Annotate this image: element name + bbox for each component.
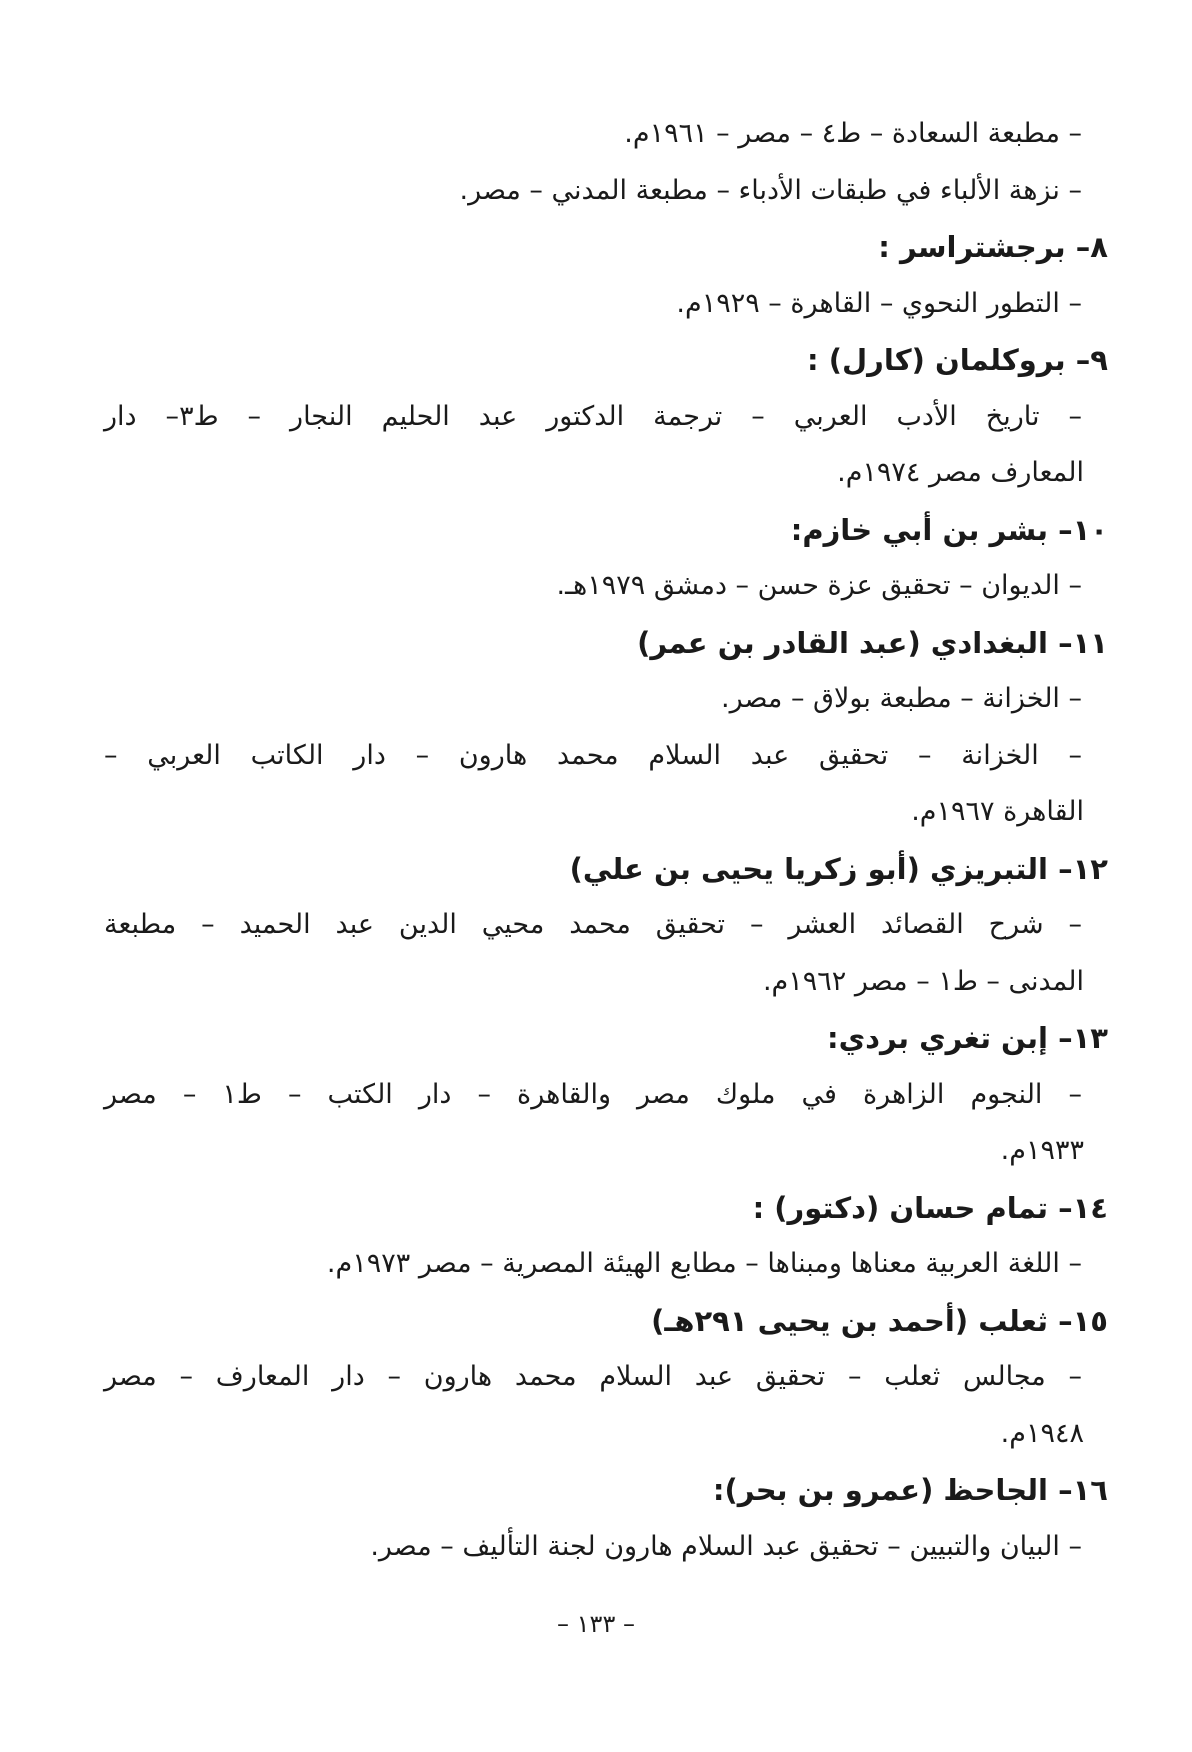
reference-continuation: المدنى – ط١ – مصر ١٩٦٢م. bbox=[762, 965, 1084, 997]
reference-continuation: ١٩٣٣م. bbox=[1000, 1135, 1084, 1166]
reference-continuation: ١٩٤٨م. bbox=[1000, 1417, 1084, 1449]
reference-line: – نزهة الألباء في طبقات الأدباء – مطبعة المدني – مصر. bbox=[459, 174, 1082, 206]
author-heading: ١٦– الجاحظ (عمرو بن بحر): bbox=[712, 1473, 1108, 1507]
author-heading: ٩– بروكلمان (كارل) : bbox=[807, 343, 1108, 377]
reference-continuation: القاهرة ١٩٦٧م. bbox=[911, 796, 1084, 827]
reference-line: – الخزانة – مطبعة بولاق – مصر. bbox=[721, 683, 1082, 714]
bibliography-page bbox=[104, 106, 1108, 1575]
author-heading: ٨– برجشتراسر : bbox=[878, 230, 1108, 264]
author-heading: ١١– البغدادي (عبد القادر بن عمر) bbox=[637, 625, 1108, 660]
reference-line: – الديوان – تحقيق عزة حسن – دمشق ١٩٧٩هـ. bbox=[556, 570, 1082, 601]
reference-line: – الخزانة – تحقيق عبد السلام محمد هارون – دار الكاتب العربي – bbox=[104, 739, 1082, 771]
reference-line: – التطور النحوي – القاهرة – ١٩٢٩م. bbox=[676, 287, 1082, 319]
reference-line: – البيان والتبيين – تحقيق عبد السلام هارون لجنة التأليف – مصر. bbox=[370, 1530, 1082, 1562]
reference-line: – شرح القصائد العشر – تحقيق محمد محيي الدين عبد الحميد – مطبعة bbox=[104, 909, 1082, 940]
page-number: – ١٣٣ – bbox=[557, 1610, 635, 1638]
author-heading: ١٣– إبن تغري بردي: bbox=[827, 1021, 1108, 1055]
author-heading: ١٥– ثعلب (أحمد بن يحيى ٢٩١هـ) bbox=[651, 1303, 1108, 1338]
author-heading: ١٠– بشر بن أبي خازم: bbox=[790, 512, 1108, 547]
reference-line: – اللغة العربية معناها ومبناها – مطابع الهيئة المصرية – مصر ١٩٧٣م. bbox=[326, 1248, 1082, 1279]
reference-continuation: المعارف مصر ١٩٧٤م. bbox=[837, 457, 1084, 488]
reference-line: – مجالس ثعلب – تحقيق عبد السلام محمد هارون – دار المعارف – مصر bbox=[104, 1361, 1082, 1392]
author-heading: ١٢– التبريزي (أبو زكريا يحيى بن علي) bbox=[569, 851, 1108, 886]
author-heading: ١٤– تمام حسان (دكتور) : bbox=[752, 1190, 1108, 1225]
reference-line: – تاريخ الأدب العربي – ترجمة الدكتور عبد الحليم النجار – ط٣– دار bbox=[104, 400, 1082, 432]
reference-line: – النجوم الزاهرة في ملوك مصر والقاهرة – دار الكتب – ط١ – مصر bbox=[104, 1078, 1082, 1110]
reference-line: – مطبعة السعادة – ط٤ – مصر – ١٩٦١م. bbox=[624, 118, 1082, 149]
